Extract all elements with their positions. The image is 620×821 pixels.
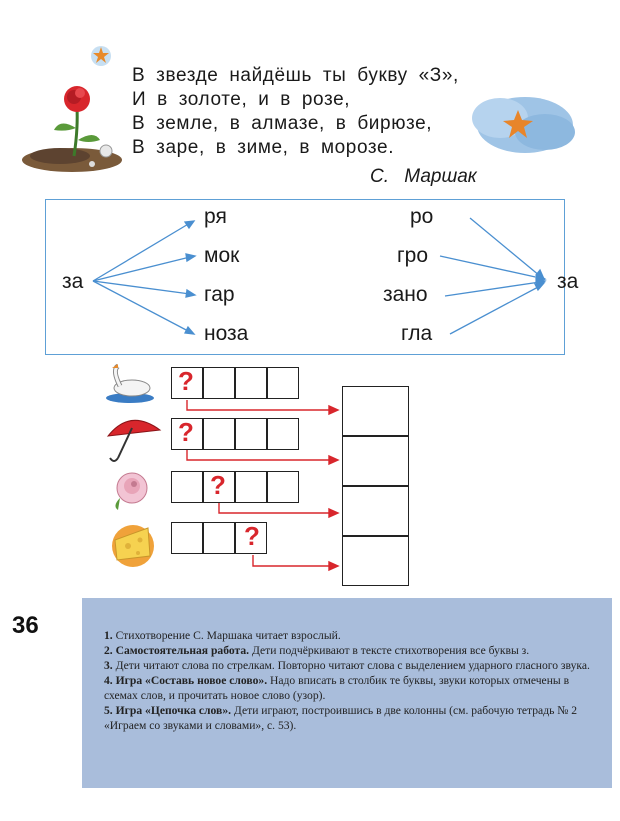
letter-cell[interactable] [203, 522, 235, 554]
left-ending: ноза [204, 322, 249, 345]
note-item [104, 703, 604, 733]
swan-icon [106, 364, 154, 403]
question-mark: ? [178, 417, 194, 447]
letter-cell[interactable] [203, 367, 235, 399]
word-box [45, 199, 565, 355]
right-beginning: ро [410, 205, 434, 228]
notes-list [104, 628, 604, 733]
poem-author: С. Маршак [370, 166, 477, 187]
letter-cell[interactable] [235, 418, 267, 450]
note-text: Дети играют, построившись в две колонны (см. рабочую тетрадь № 2 «Играем со звуками и словами», с. 53). [104, 704, 578, 732]
note-number: 3. [104, 659, 113, 672]
page-number: 36 [12, 612, 39, 639]
note-text: Дети подчёркивают в тексте стихотворения все буквы з. [249, 644, 530, 657]
star-cloud-icon [472, 97, 575, 153]
note-text: Стихотворение С. Маршака читает взрослый. [112, 629, 341, 642]
letter-cell[interactable] [203, 418, 235, 450]
answer-cell[interactable] [342, 436, 409, 486]
left-ending: гар [204, 283, 235, 306]
note-number: 4. [104, 674, 113, 687]
rose-plant-icon [22, 86, 122, 172]
rose-icon [115, 473, 147, 510]
right-beginning: гро [397, 244, 429, 267]
note-number: 2. [104, 644, 113, 657]
small-star-icon [91, 46, 111, 66]
left-prefix: за [62, 270, 84, 293]
letter-cell[interactable] [171, 522, 203, 554]
umbrella-icon [108, 420, 160, 461]
poem [132, 64, 459, 160]
question-mark: ? [244, 521, 260, 551]
letter-cell[interactable] [267, 367, 299, 399]
note-item [104, 643, 604, 658]
answer-cell[interactable] [342, 386, 409, 436]
poem-line: В звезде найдёшь ты букву «З», [132, 65, 459, 86]
letter-cell[interactable] [235, 367, 267, 399]
note-number: 1. [104, 629, 113, 642]
letter-cell[interactable] [267, 471, 299, 503]
question-mark: ? [210, 470, 226, 500]
letter-cell[interactable] [171, 471, 203, 503]
answer-cell[interactable] [342, 536, 409, 586]
note-item [104, 673, 604, 703]
note-heading: Игра «Цепочка слов». [112, 704, 232, 717]
question-mark: ? [178, 366, 194, 396]
note-heading: Игра «Составь новое слово». [112, 674, 268, 687]
poem-line: В земле, в алмазе, в бирюзе, [132, 113, 433, 134]
cheese-icon [112, 525, 154, 567]
note-heading: Самостоятельная работа. [112, 644, 250, 657]
answer-cell[interactable] [342, 486, 409, 536]
left-ending: мок [204, 244, 240, 267]
note-text: Дети читают слова по стрелкам. Повторно читают слова с выделением ударного гласного звука. [112, 659, 590, 672]
note-item [104, 628, 604, 643]
letter-cell[interactable] [235, 471, 267, 503]
notes-panel [82, 598, 612, 788]
poem-line: И в золоте, и в розе, [132, 89, 351, 110]
poem-line: В заре, в зиме, в морозе. [132, 137, 395, 158]
note-number: 5. [104, 704, 113, 717]
note-text: Надо вписать в столбик те буквы, звуки которых отмечены в схемах слов, и прочитать новое слово (узор). [104, 674, 570, 702]
right-beginning: гла [401, 322, 433, 345]
letter-cell[interactable] [267, 418, 299, 450]
note-item [104, 658, 604, 673]
right-beginning: зано [383, 283, 428, 306]
left-ending: ря [204, 205, 227, 228]
right-suffix: за [557, 270, 579, 293]
